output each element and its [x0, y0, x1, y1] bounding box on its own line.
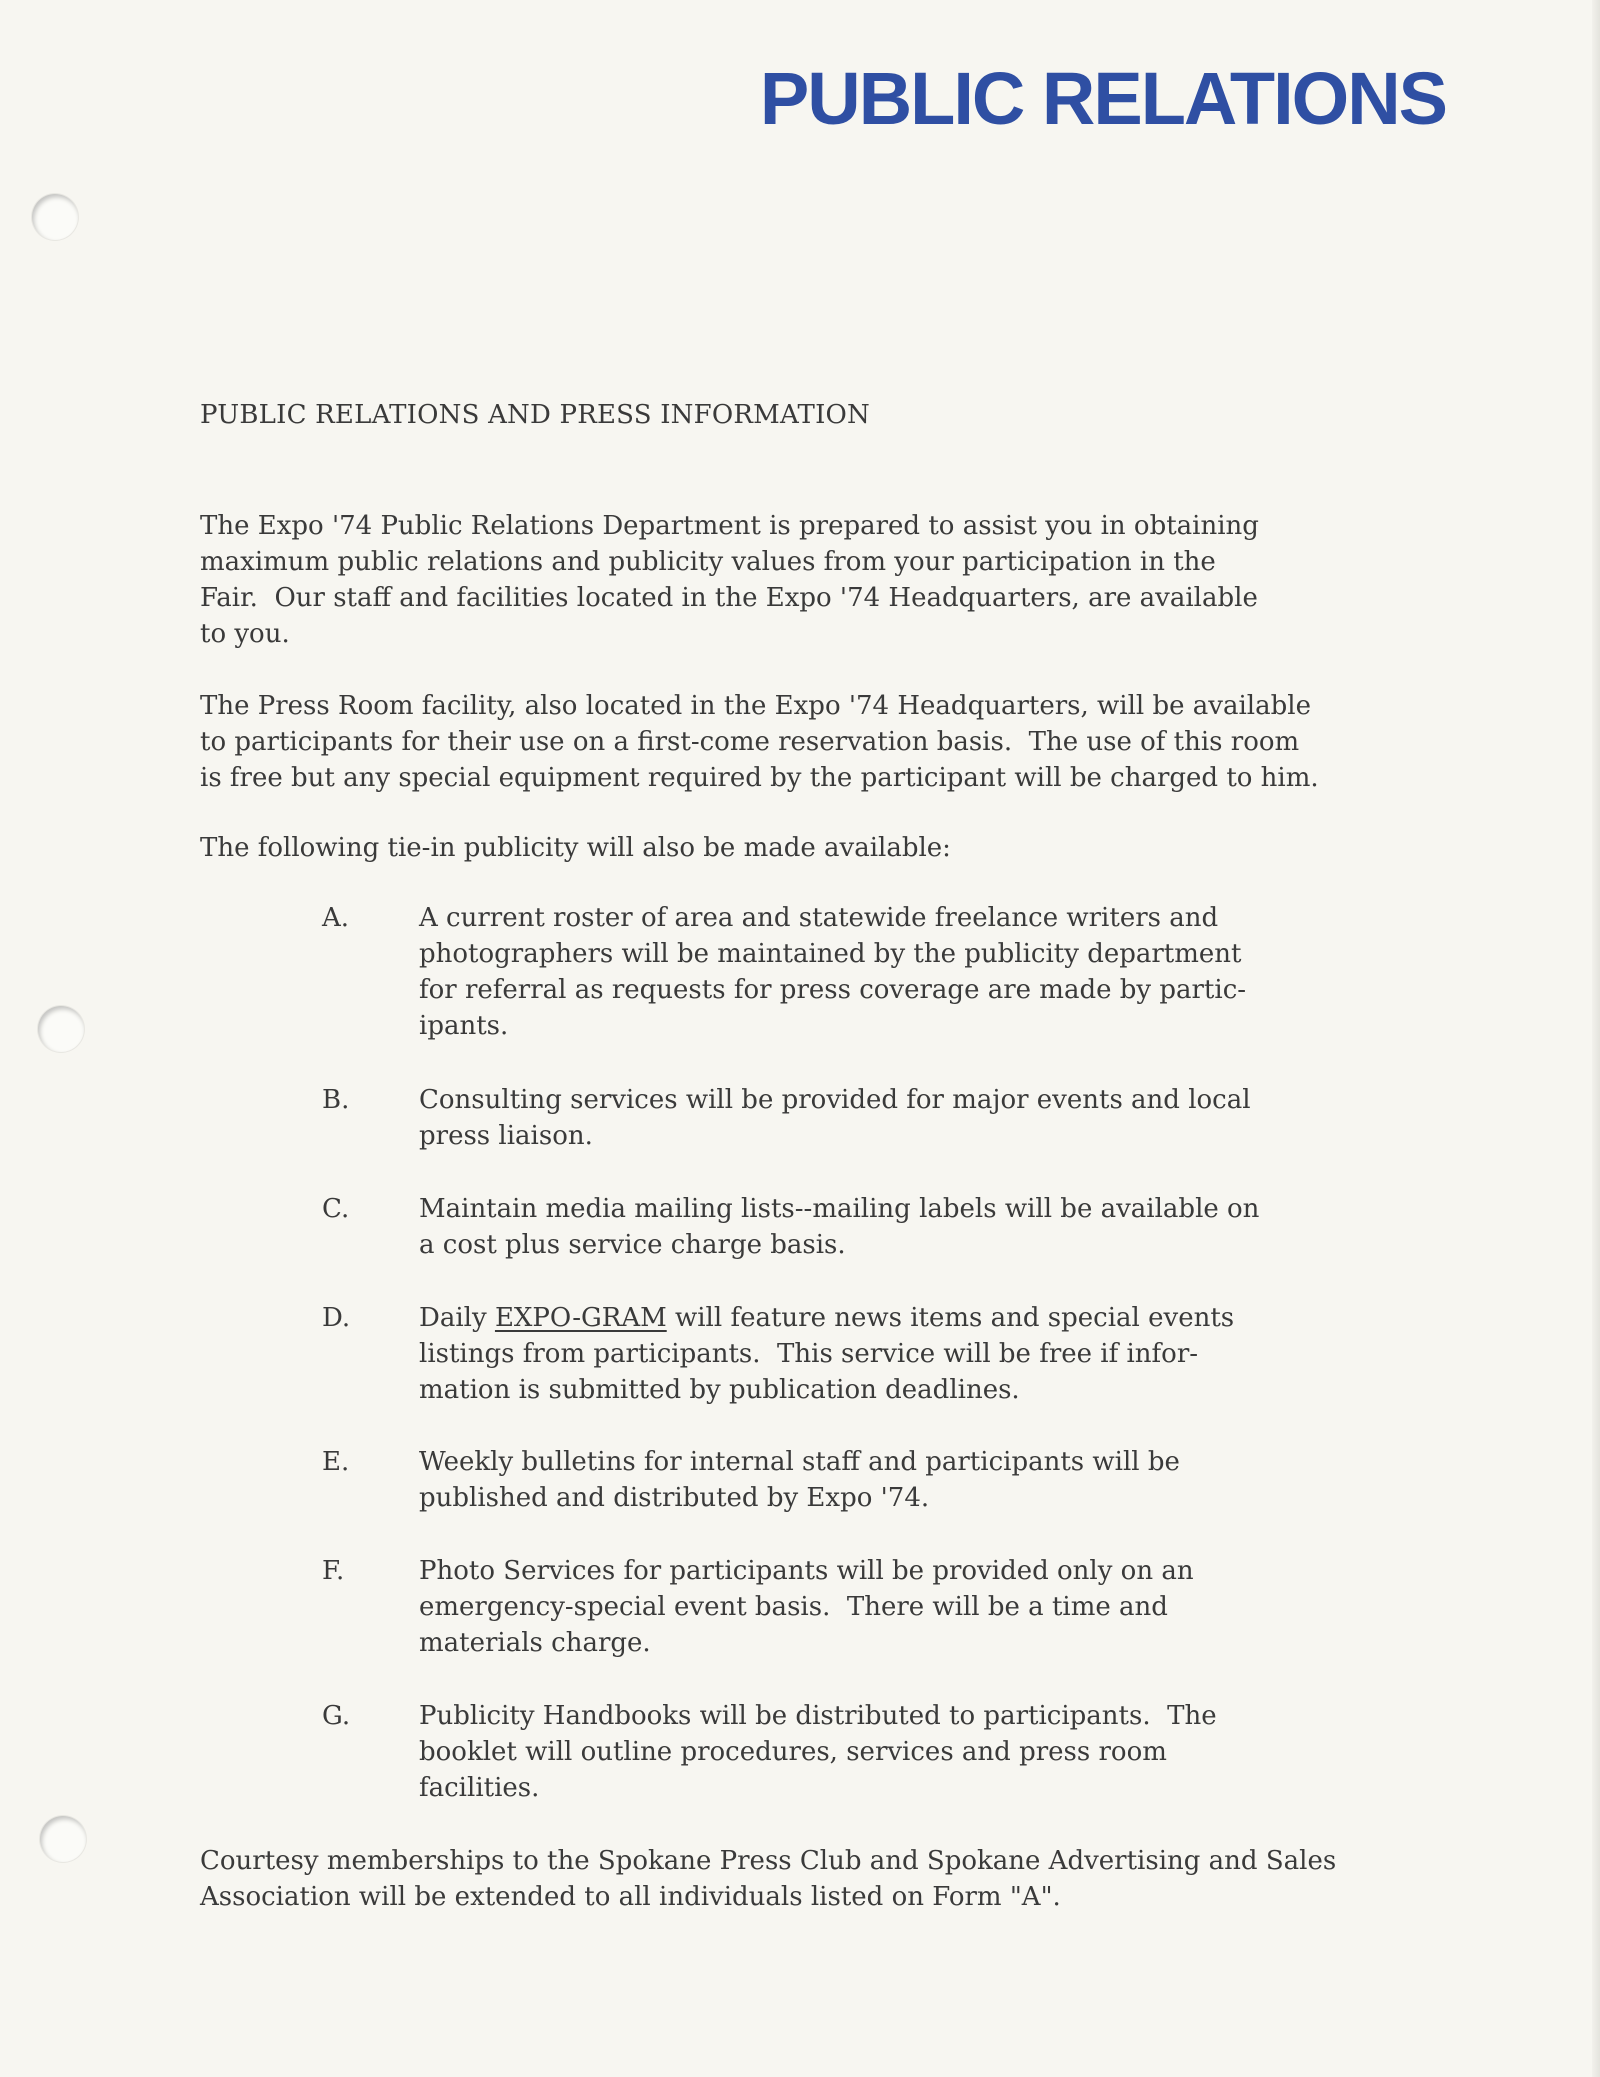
binder-hole-top: [32, 194, 78, 240]
list-letter: B.: [322, 1085, 350, 1115]
list-letter: D.: [322, 1303, 351, 1333]
list-letter: C.: [322, 1194, 350, 1224]
list-letter: G.: [322, 1701, 351, 1731]
list-text: Consulting services will be provided for major events and local press liaison.: [419, 1085, 1251, 1151]
list-text: Photo Services for participants will be provided only on an emergency-special event basis. There will be a time and materials charge.: [419, 1556, 1194, 1658]
expo-gram-title: EXPO-GRAM: [494, 1303, 667, 1333]
page-title: PUBLIC RELATIONS: [759, 57, 1446, 140]
list-letter: E.: [322, 1447, 350, 1477]
binder-hole-middle: [38, 1006, 84, 1052]
list-text: Maintain media mailing lists--mailing labels will be available on a cost plus service charge basis.: [419, 1194, 1260, 1260]
binder-hole-bottom: [40, 1816, 86, 1862]
list-text: A current roster of area and statewide freelance writers and photographers will be maintained by the publicity department for referral as requests for press coverage are made by partic- ipants.: [419, 903, 1247, 1041]
list-letter: A.: [322, 903, 350, 933]
intro-paragraph-3: The following tie-in publicity will also be made available:: [200, 833, 951, 863]
intro-paragraph-1: The Expo '74 Public Relations Department is prepared to assist you in obtaining maximum public relations and publicity values from your participation in the Fair. Our staff and facilities located in the Expo '74 Headquarters, are available to you.: [200, 511, 1259, 649]
list-text-rest: will feature news items and special events listings from participants. This service will be free if infor- mation is submitted by publication deadlines.: [419, 1303, 1235, 1405]
list-text: Weekly bulletins for internal staff and participants will be published and distributed by Expo '74.: [419, 1447, 1180, 1513]
closing-paragraph: Courtesy memberships to the Spokane Press Club and Spokane Advertising and Sales Association will be extended to all individuals listed on Form "A".: [200, 1846, 1337, 1912]
list-text-prefix: Daily: [419, 1303, 495, 1333]
intro-paragraph-2: The Press Room facility, also located in the Expo '74 Headquarters, will be available to participants for their use on a first-come reservation basis. The use of this room is free but any special equipment required by the participant will be charged to him.: [200, 691, 1319, 793]
page-edge: [1592, 0, 1600, 2077]
section-heading: PUBLIC RELATIONS AND PRESS INFORMATION: [200, 400, 871, 430]
list-text: Publicity Handbooks will be distributed to participants. The booklet will outline procedures, services and press room facilities.: [419, 1701, 1217, 1803]
list-letter: F.: [322, 1556, 345, 1586]
list-text: [419, 1300, 1234, 1408]
